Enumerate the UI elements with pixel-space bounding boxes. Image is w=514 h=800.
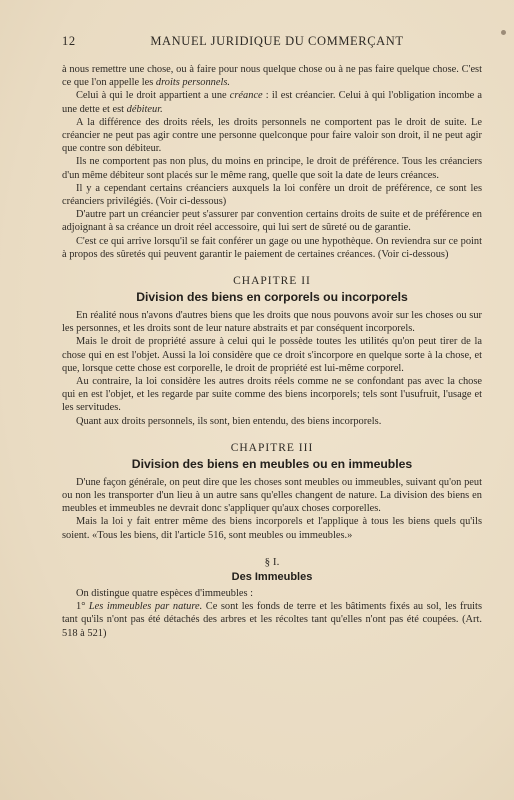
chapter-2-paragraph-2: Mais le droit de propriété assure à celui qui le possède toutes les utilités qu'on peut tirer de la chose qui en est l'objet. Aussi la loi considère que ce droit s'incorpore en quelque sorte à la chose, et que, lorsque cette chose est corporelle, le droit de propriété est lui-même corporel. bbox=[62, 336, 482, 374]
intro-paragraph-6: D'autre part un créancier peut s'assurer par convention certains droits de suite et de préférence en adjoignant à sa créance un droit réel accessoire, qui lui sert de sûreté ou de garantie. bbox=[62, 209, 482, 234]
page-header bbox=[62, 34, 482, 49]
emphasis-text: débiteur. bbox=[126, 103, 163, 115]
chapter-2-paragraph-4: Quant aux droits personnels, ils sont, bien entendu, des biens incorporels. bbox=[76, 415, 382, 427]
emphasis-text: droits personnels. bbox=[155, 77, 231, 89]
intro-paragraph-4: Ils ne comportent pas non plus, du moins en principe, le droit de préférence. Tous les créanciers d'un même débiteur sont placés sur le même rang, quelle que soit la date de leurs créances. bbox=[62, 156, 482, 181]
list-number: 1° bbox=[76, 601, 89, 613]
intro-paragraph-7: C'est ce qui arrive lorsqu'il se fait conférer un gage ou une hypothèque. On reviendra sur ce point à propos des sûretés qui peuvent garantir le paiement de certaines créances. (Voir ci-dessous) bbox=[62, 235, 482, 260]
section-1-paragraph-2 bbox=[62, 600, 482, 640]
chapter-3-paragraph-2: Mais la loi y fait entrer même des biens incorporels et l'applique à tous les biens quels qu'ils soient. «Tous les biens, dit l'article 516, sont meubles ou immeubles.» bbox=[62, 516, 482, 541]
chapter-3-label: CHAPITRE III bbox=[230, 441, 314, 454]
running-title: MANUEL JURIDIQUE DU COMMERÇANT bbox=[150, 34, 404, 48]
text-span: : il est créancier. Celui à qui l'obligation incombe a une dette et est bbox=[62, 90, 483, 115]
intro-paragraph-1 bbox=[62, 63, 482, 89]
section-1-paragraph-1: On distingue quatre espèces d'immeubles : bbox=[76, 587, 254, 599]
page-corner-mark bbox=[501, 30, 506, 35]
chapter-2-paragraph-1: En réalité nous n'avons d'autres biens que les droits que nous pouvons avoir sur les choses ou sur les personnes, et les droits sont de leur nature abstraits et par conséquent incorporels. bbox=[62, 310, 482, 335]
intro-paragraph-3: A la différence des droits réels, les droits personnels ne comportent pas le droit de suite. Le créancier ne peut pas agir contre une personne quelconque pour faire valoir son droit, il ne peut agir que contre son débiteur. bbox=[62, 116, 482, 155]
chapter-3-title: Division des biens en meubles ou en immeubles bbox=[131, 456, 413, 471]
section-1-title: Des Immeubles bbox=[231, 570, 313, 583]
text-span: Ce sont les fonds de terre et les bâtiments fixés au sol, les fruits tant qu'ils n'ont pas été détachés des arbres et les récoltes tant qu'elles n'ont pas été coupées. (Art. 518 à 521) bbox=[62, 601, 482, 639]
text-span: Celui à qui le droit appartient a une bbox=[76, 90, 230, 102]
emphasis-text: Les immeubles par nature. bbox=[88, 601, 203, 613]
chapter-2-paragraph-3: Au contraire, la loi considère les autres droits réels comme ne se confondant pas avec la chose qui en est l'objet, et les regarde par suite comme des biens incorporels; tels sont l'usufruit, l'usage et les servitudes. bbox=[62, 376, 482, 414]
emphasis-text: créance bbox=[229, 90, 263, 102]
chapter-2-label: CHAPITRE II bbox=[233, 275, 311, 288]
section-1-label: § I. bbox=[264, 555, 280, 568]
page-number: 12 bbox=[62, 34, 76, 48]
intro-paragraph-5: Il y a cependant certains créanciers auxquels la loi confère un droit de préférence, ce sont les créanciers privilégiés. (Voir ci-dessous) bbox=[62, 182, 482, 208]
text-span: à nous remettre une chose, ou à faire pour nous quelque chose ou à ne pas faire quelque chose. C'est ce que l'on appelle les bbox=[62, 64, 482, 89]
chapter-3-paragraph-1: D'une façon générale, on peut dire que les choses sont meubles ou immeubles, suivant qu'on peut ou non les transporter d'un lieu à un autre sans qu'elles changent de nature. La division des biens en meubles et immeubles ne devrait donc s'appliquer qu'aux choses corporelles. bbox=[62, 476, 482, 515]
chapter-2-title: Division des biens en corporels ou incorporels bbox=[136, 290, 408, 305]
intro-paragraph-2 bbox=[62, 89, 482, 115]
